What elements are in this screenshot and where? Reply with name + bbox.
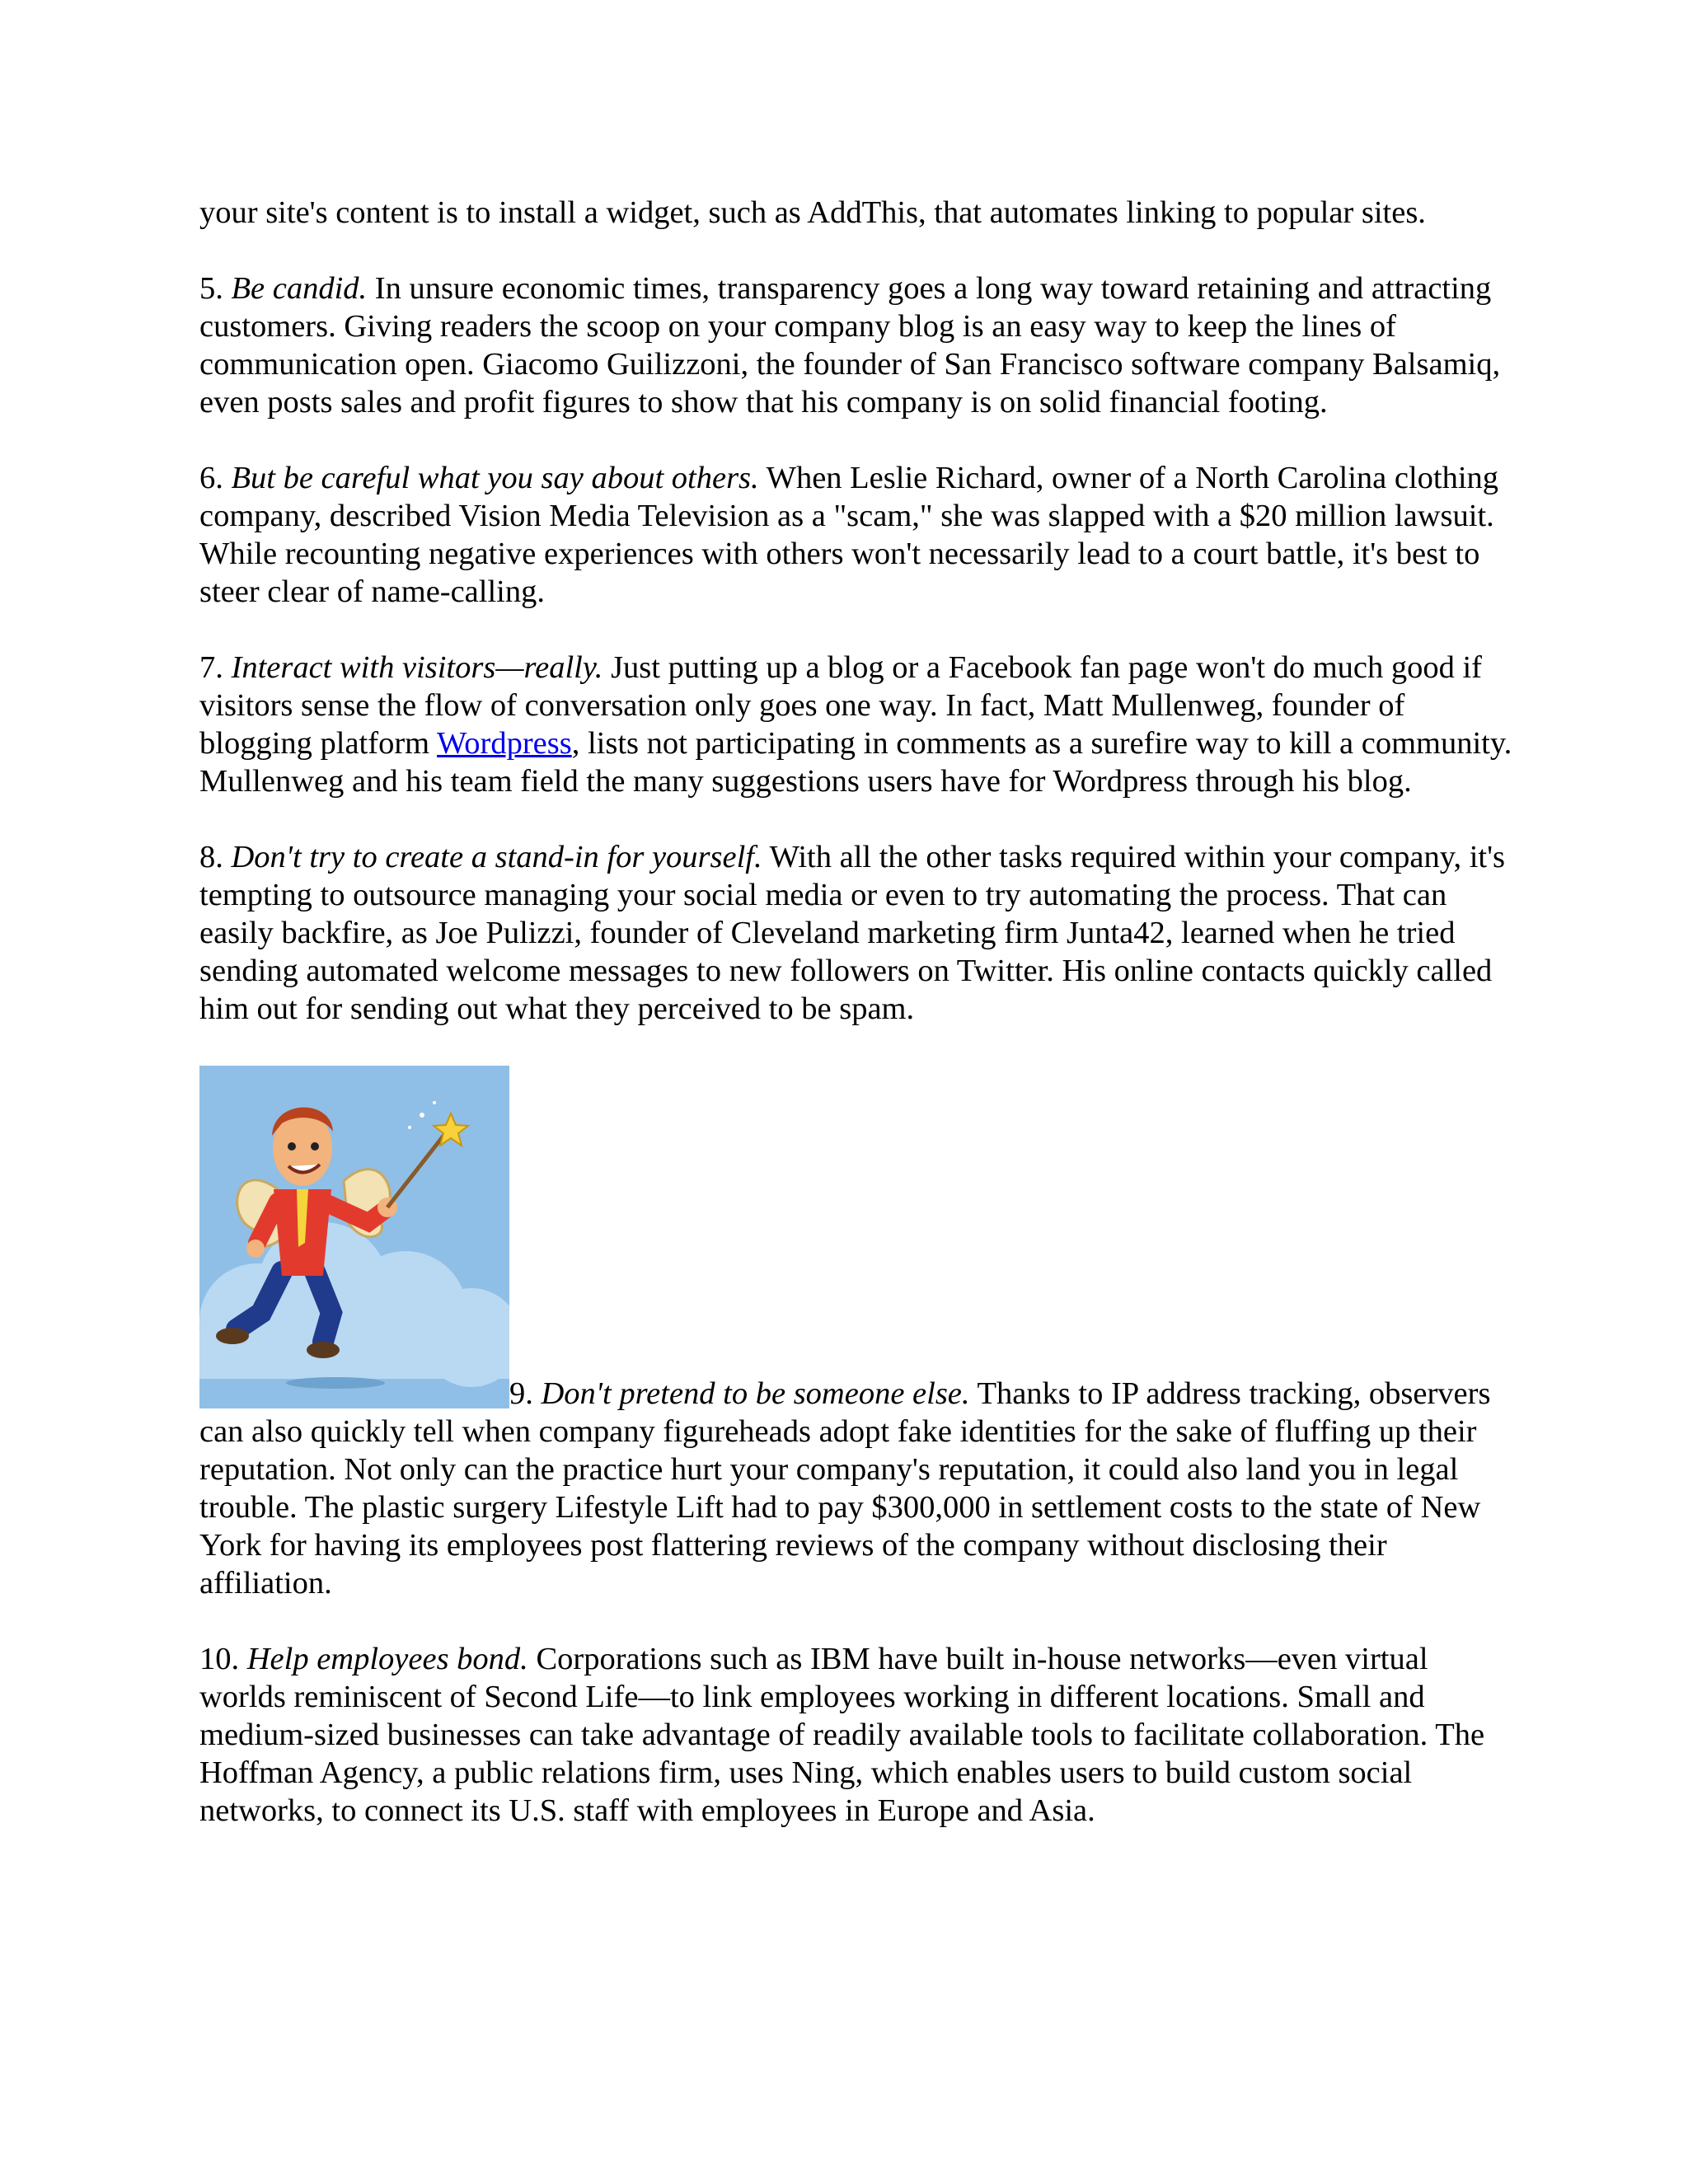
item-heading: Help employees bond.	[246, 1642, 528, 1676]
item-body: With all the other tasks required within your company, it's tempting to outsource managing your social media or even to try automating the process. That can easily backfire, as Joe Pulizzi, founder of Cleveland marketing firm Junta42, learned when he tried sending automated welcome messages to new followers on Twitter. His online contacts quickly called him out for sending out what they perceived to be spam.	[199, 840, 1506, 1026]
winged-man-with-magic-wand-icon	[199, 1066, 509, 1408]
item-number: 10.	[199, 1642, 240, 1676]
item-number: 6.	[199, 461, 223, 495]
paragraph-intro-text: your site's content is to install a widget, such as AddThis, that automates linking to popular sites.	[199, 195, 1426, 230]
illustration-shadow	[286, 1377, 385, 1389]
item-number: 8.	[199, 840, 223, 874]
item-number: 7.	[199, 650, 223, 685]
item-heading: Don't pretend to be someone else.	[541, 1376, 970, 1411]
item-body-before-link: Just putting up a blog or a Facebook fan page won't do much good if visitors sense the flow of conversation only goes one way. In fact, Matt Mullenweg, founder of blogging platform	[199, 650, 1483, 761]
paragraph-7	[199, 649, 1518, 800]
item-body: Thanks to IP address tracking, observers can also quickly tell when company figureheads adopt fake identities for the sake of fluffing up their reputation. Not only can the practice hurt your company's reputation, it could also land you in legal trouble. The plastic surgery Lifestyle Lift had to pay $300,000 in settlement costs to the state of New York for having its employees post flattering reviews of the company without disclosing their affiliation.	[199, 1376, 1491, 1601]
paragraph-6	[199, 459, 1518, 611]
item-number: 9.	[509, 1376, 533, 1411]
paragraph-intro	[199, 194, 1518, 232]
paragraph-8	[199, 838, 1518, 1028]
paragraph-9	[199, 1066, 1518, 1602]
item-body: When Leslie Richard, owner of a North Carolina clothing company, described Vision Media Television as a "scam," she was slapped with a $20 million lawsuit. While recounting negative experiences with others won't necessarily lead to a court battle, it's best to steer clear of name-calling.	[199, 461, 1499, 609]
item-heading: But be careful what you say about others.	[231, 461, 759, 495]
item-body: In unsure economic times, transparency goes a long way toward retaining and attracting customers. Giving readers the scoop on your company blog is an easy way to keep the lines of communication open. Giacomo Guilizzoni, the founder of San Francisco software company Balsamiq, even posts sales and profit figures to show that his company is on solid financial footing.	[199, 271, 1501, 419]
winged-man-illustration	[199, 1066, 509, 1408]
item-number: 5.	[199, 271, 223, 306]
item-heading: Interact with visitors—really.	[231, 650, 603, 685]
item-heading: Be candid.	[231, 271, 368, 306]
wordpress-link[interactable]: Wordpress	[437, 726, 572, 761]
paragraph-10	[199, 1640, 1518, 1830]
item-body-after-link: , lists not participating in comments as a surefire way to kill a community. Mullenweg and his team field the many suggestions users have for Wordpress through his blog.	[199, 726, 1512, 799]
paragraph-5	[199, 269, 1518, 421]
item-body: Corporations such as IBM have built in-house networks—even virtual worlds reminiscent of Second Life—to link employees working in different locations. Small and medium-sized businesses can take advantage of readily available tools to facilitate collaboration. The Hoffman Agency, a public relations firm, uses Ning, which enables users to build custom social networks, to connect its U.S. staff with employees in Europe and Asia.	[199, 1642, 1485, 1828]
item-heading: Don't try to create a stand-in for yourself.	[231, 840, 762, 874]
document-page	[199, 194, 1518, 1830]
